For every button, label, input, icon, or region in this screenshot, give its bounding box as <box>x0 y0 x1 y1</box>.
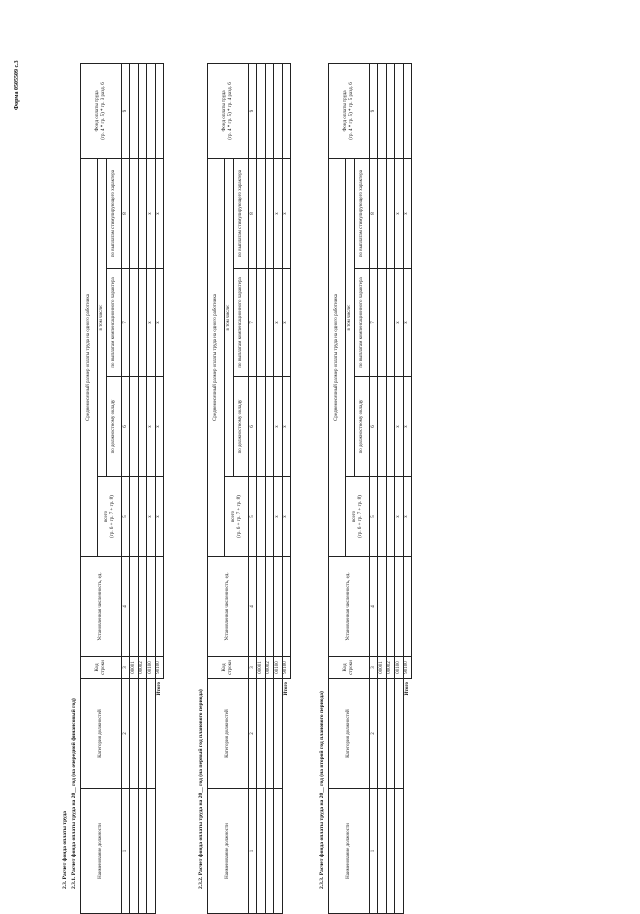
line-code: 90100 <box>155 657 164 679</box>
cell[interactable] <box>130 557 139 657</box>
col-num: 9 <box>370 63 378 158</box>
table-row <box>395 63 404 913</box>
hdr-by-position: по должностному окладу <box>234 377 249 477</box>
form-code: Форма 0505509 с.3 <box>14 60 20 110</box>
hdr-fund-title: Фонд оплаты труда <box>95 90 101 132</box>
fund-table-2 <box>207 63 291 914</box>
cell[interactable] <box>138 679 147 789</box>
col-num: 3 <box>122 657 130 679</box>
cell[interactable] <box>282 557 291 657</box>
hdr-total <box>346 477 370 557</box>
col-num: 6 <box>249 377 257 477</box>
hdr-code: Код строки <box>81 657 122 679</box>
col-num: 6 <box>122 377 130 477</box>
line-code: 00100 <box>274 657 283 679</box>
cell[interactable] <box>282 63 291 158</box>
cell[interactable] <box>265 158 274 268</box>
cell[interactable] <box>147 63 156 158</box>
cell[interactable] <box>378 789 387 914</box>
line-code: 00100 <box>395 657 404 679</box>
hdr-total-label: всего <box>351 510 357 523</box>
line-code: 00001 <box>130 657 139 679</box>
cell[interactable] <box>138 377 147 477</box>
hdr-fund-formula: (гр. 4 * гр. 5) * гр. 4 разд. 6 <box>228 82 233 140</box>
subsection-title-2: 2.3.2. Расчет фонда оплаты труда на 20__ год (на первый год планового периода) <box>198 689 204 889</box>
line-code: 00002 <box>386 657 395 679</box>
hdr-headcount: Установленная численность, ед. <box>329 557 370 657</box>
col-num: 2 <box>370 679 378 789</box>
cell[interactable] <box>130 269 139 377</box>
col-num: 5 <box>249 477 257 557</box>
hdr-stimulating: по выплатам стимулирующего характера <box>355 158 370 268</box>
table-row <box>265 63 274 913</box>
hdr-avg-group: Среднемесячный размер оплаты труда на одного работника <box>208 158 225 556</box>
cell[interactable] <box>403 63 412 158</box>
cell[interactable] <box>378 269 387 377</box>
hdr-incl: в том числе: <box>346 158 355 476</box>
cell[interactable] <box>257 477 266 557</box>
total-row <box>155 63 164 913</box>
cell[interactable] <box>395 679 404 789</box>
x-mark: x <box>155 377 164 477</box>
x-mark: x <box>282 477 291 557</box>
cell[interactable] <box>265 377 274 477</box>
cell[interactable] <box>257 557 266 657</box>
col-num: 1 <box>249 789 257 914</box>
x-mark: x <box>147 477 156 557</box>
hdr-total-label: всего <box>230 510 236 523</box>
cell[interactable] <box>378 557 387 657</box>
hdr-by-position: по должностному окладу <box>355 377 370 477</box>
col-num: 7 <box>370 269 378 377</box>
hdr-total-formula: (гр. 6 + гр. 7 + гр. 8) <box>357 495 363 538</box>
hdr-fund <box>81 63 122 158</box>
x-mark: x <box>274 158 283 268</box>
cell[interactable] <box>257 158 266 268</box>
col-num: 9 <box>249 63 257 158</box>
cell[interactable] <box>130 679 139 789</box>
col-num: 7 <box>122 269 130 377</box>
cell[interactable] <box>257 377 266 477</box>
fund-table-3 <box>328 63 412 914</box>
cell[interactable] <box>386 679 395 789</box>
hdr-name: Наименование должности <box>81 789 122 914</box>
hdr-fund-formula: (гр. 4 * гр. 5) * гр. 5 разд. 6 <box>349 82 354 140</box>
cell[interactable] <box>378 158 387 268</box>
cell[interactable] <box>265 269 274 377</box>
x-mark: x <box>395 477 404 557</box>
hdr-name: Наименование должности <box>329 789 370 914</box>
line-code: 00001 <box>257 657 266 679</box>
x-mark: x <box>282 377 291 477</box>
x-mark: x <box>155 269 164 377</box>
line-code: 00002 <box>138 657 147 679</box>
table-row <box>378 63 387 913</box>
x-mark: x <box>282 158 291 268</box>
hdr-total-label: всего <box>103 510 109 523</box>
cell[interactable] <box>265 679 274 789</box>
hdr-avg-group: Среднемесячный размер оплаты труда на одного работника <box>329 158 346 556</box>
line-code: 90100 <box>403 657 412 679</box>
cell[interactable] <box>386 158 395 268</box>
line-code: 00100 <box>147 657 156 679</box>
subsection-title-1: 2.3.1. Расчет фонда оплаты труда на 20__ год (на очередной финансовый год) <box>71 698 77 889</box>
hdr-compensatory: по выплатам компенсационного характера <box>234 269 249 377</box>
cell[interactable] <box>147 557 156 657</box>
x-mark: x <box>403 477 412 557</box>
line-code: 00001 <box>378 657 387 679</box>
x-mark: x <box>147 269 156 377</box>
col-num: 4 <box>370 557 378 657</box>
hdr-fund <box>208 63 249 158</box>
table-row <box>257 63 266 913</box>
total-row <box>282 63 291 913</box>
col-num: 4 <box>122 557 130 657</box>
cell[interactable] <box>147 789 156 914</box>
cell[interactable] <box>274 557 283 657</box>
cell[interactable] <box>130 63 139 158</box>
col-num: 2 <box>122 679 130 789</box>
col-num: 3 <box>249 657 257 679</box>
hdr-total <box>225 477 249 557</box>
hdr-headcount: Установленная численность, ед. <box>208 557 249 657</box>
total-label: Итого <box>404 682 410 696</box>
x-mark: x <box>395 269 404 377</box>
cell[interactable] <box>403 557 412 657</box>
hdr-stimulating: по выплатам стимулирующего характера <box>234 158 249 268</box>
cell[interactable] <box>386 63 395 158</box>
hdr-by-position: по должностному окладу <box>107 377 122 477</box>
cell[interactable] <box>395 789 404 914</box>
cell[interactable] <box>130 477 139 557</box>
cell[interactable] <box>130 158 139 268</box>
section-title: 2.3. Расчет фонда оплаты труда <box>62 811 68 889</box>
x-mark: x <box>155 158 164 268</box>
col-num: 8 <box>370 158 378 268</box>
cell[interactable] <box>138 477 147 557</box>
cell[interactable] <box>130 377 139 477</box>
hdr-category: Категория должностей <box>81 679 122 789</box>
x-mark: x <box>274 377 283 477</box>
cell[interactable] <box>265 477 274 557</box>
x-mark: x <box>274 269 283 377</box>
total-label: Итого <box>156 682 162 696</box>
hdr-fund-title: Фонд оплаты труда <box>222 90 228 132</box>
subsection-title-3: 2.3.3. Расчет фонда оплаты труда на 20__ год (на второй год планового периода) <box>319 691 325 889</box>
hdr-incl: в том числе: <box>98 158 107 476</box>
cell[interactable] <box>395 63 404 158</box>
cell[interactable] <box>257 269 266 377</box>
cell[interactable] <box>155 63 164 158</box>
cell[interactable] <box>378 377 387 477</box>
hdr-category: Категория должностей <box>208 679 249 789</box>
col-num: 9 <box>122 63 130 158</box>
cell[interactable] <box>378 477 387 557</box>
col-num: 8 <box>122 158 130 268</box>
total-label: Итого <box>283 682 289 696</box>
cell[interactable] <box>386 377 395 477</box>
hdr-avg-group: Среднемесячный размер оплаты труда на одного работника <box>81 158 98 556</box>
cell[interactable] <box>155 557 164 657</box>
x-mark: x <box>403 269 412 377</box>
hdr-incl: в том числе: <box>225 158 234 476</box>
cell[interactable] <box>138 557 147 657</box>
col-num: 2 <box>249 679 257 789</box>
table-row <box>386 63 395 913</box>
cell[interactable] <box>138 269 147 377</box>
x-mark: x <box>403 377 412 477</box>
cell[interactable] <box>138 63 147 158</box>
table-row <box>274 63 283 913</box>
cell[interactable] <box>138 789 147 914</box>
cell[interactable] <box>265 63 274 158</box>
fund-table-1 <box>80 63 164 914</box>
line-code: 00002 <box>265 657 274 679</box>
cell[interactable] <box>138 158 147 268</box>
hdr-headcount: Установленная численность, ед. <box>81 557 122 657</box>
hdr-stimulating: по выплатам стимулирующего характера <box>107 158 122 268</box>
cell[interactable] <box>265 557 274 657</box>
x-mark: x <box>147 377 156 477</box>
table-row <box>147 63 156 913</box>
x-mark: x <box>155 477 164 557</box>
cell[interactable] <box>395 557 404 657</box>
hdr-code: Код строки <box>329 657 370 679</box>
table-row <box>130 63 139 913</box>
col-num: 4 <box>249 557 257 657</box>
line-code: 90100 <box>282 657 291 679</box>
x-mark: x <box>147 158 156 268</box>
cell[interactable] <box>265 789 274 914</box>
cell[interactable] <box>257 789 266 914</box>
x-mark: x <box>395 377 404 477</box>
x-mark: x <box>274 477 283 557</box>
cell[interactable] <box>386 477 395 557</box>
hdr-compensatory: по выплатам компенсационного характера <box>107 269 122 377</box>
hdr-compensatory: по выплатам компенсационного характера <box>355 269 370 377</box>
cell[interactable] <box>274 789 283 914</box>
hdr-code: Код строки <box>208 657 249 679</box>
cell[interactable] <box>274 63 283 158</box>
hdr-name: Наименование должности <box>208 789 249 914</box>
hdr-total <box>98 477 122 557</box>
cell[interactable] <box>386 269 395 377</box>
hdr-category: Категория должностей <box>329 679 370 789</box>
cell[interactable] <box>386 789 395 914</box>
hdr-total-formula: (гр. 6 + гр. 7 + гр. 8) <box>109 495 115 538</box>
x-mark: x <box>282 269 291 377</box>
col-num: 3 <box>370 657 378 679</box>
hdr-fund-title: Фонд оплаты труда <box>343 90 349 132</box>
x-mark: x <box>395 158 404 268</box>
cell[interactable] <box>274 679 283 789</box>
cell[interactable] <box>386 557 395 657</box>
col-num: 8 <box>249 158 257 268</box>
col-num: 1 <box>122 789 130 914</box>
x-mark: x <box>403 158 412 268</box>
cell[interactable] <box>130 789 139 914</box>
cell[interactable] <box>257 63 266 158</box>
cell[interactable] <box>378 679 387 789</box>
hdr-fund <box>329 63 370 158</box>
total-row <box>403 63 412 913</box>
col-num: 1 <box>370 789 378 914</box>
col-num: 5 <box>370 477 378 557</box>
table-row <box>138 63 147 913</box>
hdr-total-formula: (гр. 6 + гр. 7 + гр. 8) <box>236 495 242 538</box>
hdr-fund-formula: (гр. 4 * гр. 5) * гр. 3 разд. 6 <box>101 82 106 140</box>
cell[interactable] <box>257 679 266 789</box>
col-num: 6 <box>370 377 378 477</box>
col-num: 7 <box>249 269 257 377</box>
col-num: 5 <box>122 477 130 557</box>
cell[interactable] <box>378 63 387 158</box>
cell[interactable] <box>147 679 156 789</box>
